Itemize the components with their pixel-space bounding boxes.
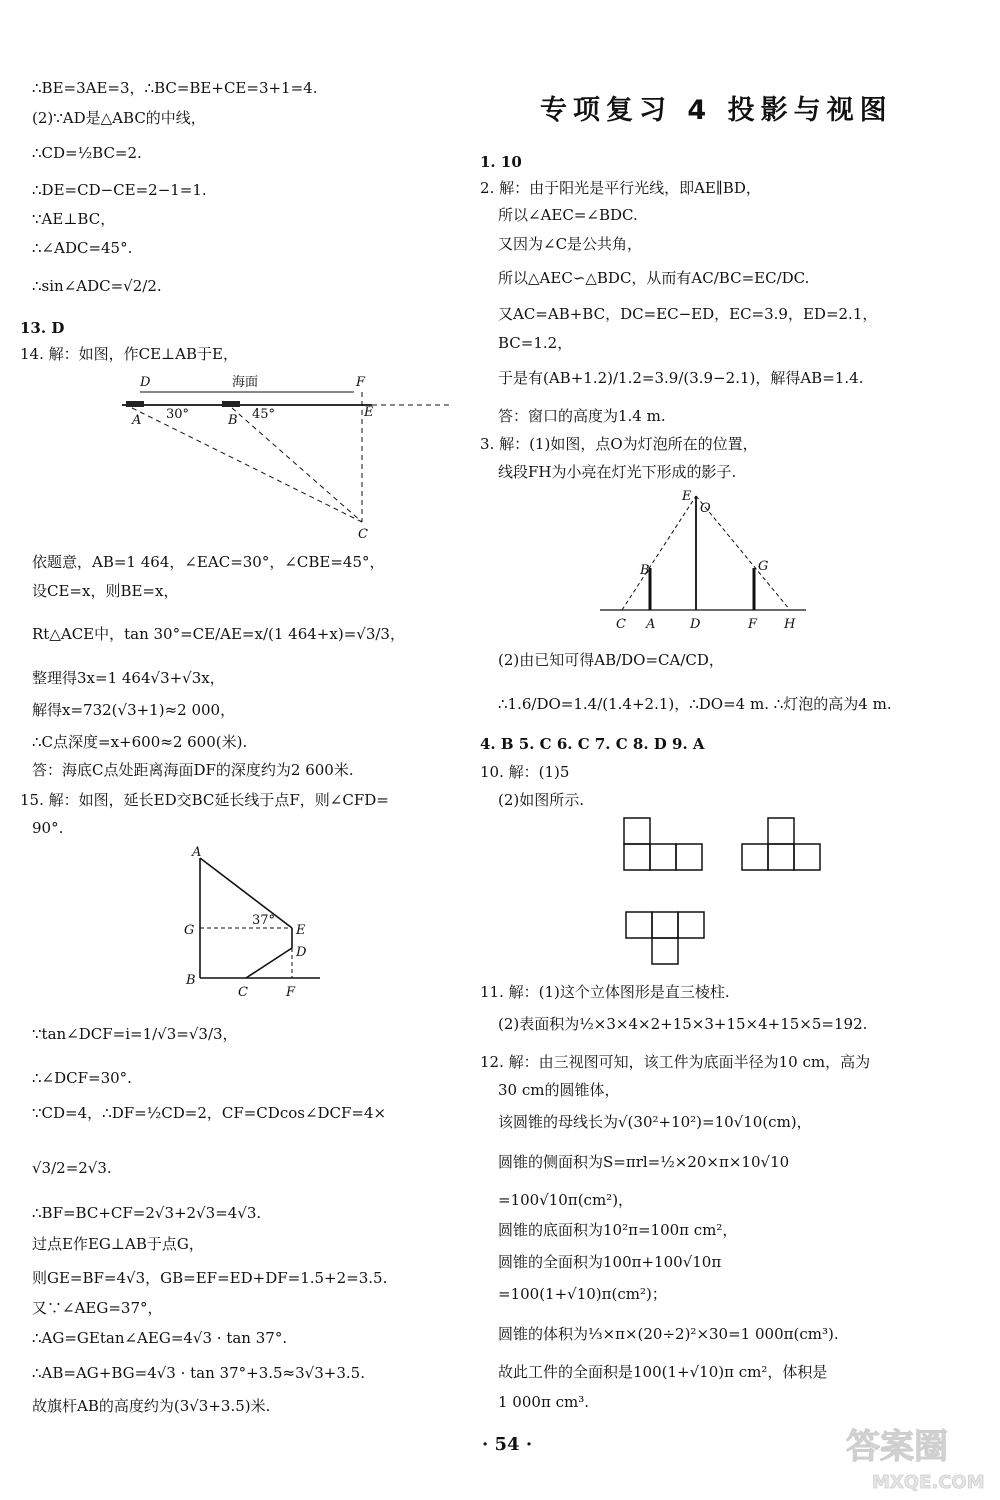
text-line: Rt△ACE中，tan 30°=CE/AE=x/(1 464+x)=√3/3， (32, 625, 405, 643)
svg-text:C: C (616, 617, 626, 632)
text-line: ∵CD=4，∴DF=½CD=2，CF=CDcos∠DCF=4× (32, 1104, 387, 1122)
text-line: ∵AE⊥BC， (32, 210, 116, 228)
svg-text:E: E (296, 923, 306, 938)
text-line: ∴CD=½BC=2. (32, 144, 142, 162)
question-15: 15. 解：如图，延长ED交BC延长线于点F，则∠CFD= (20, 791, 389, 809)
svg-text:E: E (682, 489, 692, 504)
text-line: 解得x=732(√3+1)≈2 000， (32, 701, 236, 719)
svg-text:G: G (758, 559, 769, 574)
text-line: (2)如图所示. (498, 791, 585, 809)
svg-text:B: B (640, 563, 650, 578)
text-line: 30 cm的圆锥体， (498, 1081, 620, 1099)
text-line: BC=1.2， (498, 334, 573, 352)
svg-text:D: D (296, 945, 307, 960)
svg-text:B: B (228, 413, 238, 428)
text-line: 圆锥的底面积为10²π=100π cm²， (498, 1221, 738, 1239)
text-line: ∴∠ADC=45°. (32, 239, 133, 257)
text-line: ∴BE=3AE=3，∴BC=BE+CE=3+1=4. (32, 79, 318, 97)
text-line: 过点E作EG⊥AB于点G， (32, 1235, 204, 1253)
svg-text:30°: 30° (166, 407, 190, 422)
question-14: 14. 解：如图，作CE⊥AB于E， (20, 345, 238, 363)
text-line: ∴sin∠ADC=√2/2. (32, 277, 162, 295)
text-line: =100(1+√10)π(cm²)； (498, 1285, 667, 1303)
text-line: 1 000π cm³. (498, 1393, 589, 1411)
text-line: 又AC=AB+BC，DC=EC−ED，EC=3.9，ED=2.1， (498, 305, 878, 323)
text-line: 依题意，AB=1 464，∠EAC=30°，∠CBE=45°， (32, 553, 385, 571)
svg-text:A: A (192, 845, 202, 860)
svg-text:O: O (700, 501, 711, 516)
text-line: ∴C点深度=x+600≈2 600(米). (32, 733, 248, 751)
text-line: ∴AG=GEtan∠AEG=4√3 · tan 37°. (32, 1329, 288, 1347)
text-line: 圆锥的全面积为100π+100√10π (498, 1253, 722, 1271)
text-line: 所以△AEC∽△BDC，从而有AC/BC=EC/DC. (498, 269, 810, 287)
svg-text:B: B (186, 973, 196, 988)
answers-4-9: 4. B 5. C 6. C 7. C 8. D 9. A (480, 735, 705, 753)
text-line: 故此工件的全面积是100(1+√10)π cm²，体积是 (498, 1363, 828, 1381)
figure-15-diagram (178, 842, 338, 1002)
text-line: 故旗杆AB的高度约为(3√3+3.5)米. (32, 1397, 271, 1415)
text-line: 则GE=BF=4√3，GB=EF=ED+DF=1.5+2=3.5. (32, 1269, 388, 1287)
text-line: =100√10π(cm²)， (498, 1191, 634, 1209)
svg-text:MXQE.COM: MXQE.COM (872, 1472, 985, 1493)
text-line: 圆锥的体积为⅓×π×(20÷2)²×30=1 000π(cm³). (498, 1325, 839, 1343)
text-line: ∴1.6/DO=1.4/(1.4+2.1)，∴DO=4 m. ∴灯泡的高为4 m. (498, 695, 892, 713)
svg-text:答案圈: 答案圈 (846, 1427, 948, 1467)
svg-text:A: A (646, 617, 656, 632)
text-line: 又因为∠C是公共角， (498, 235, 643, 253)
question-3: 3. 解：(1)如图，点O为灯泡所在的位置， (480, 435, 758, 453)
figure-10-views (620, 816, 820, 976)
figure-14-diagram (122, 372, 462, 542)
figure-3-diagram (600, 486, 810, 636)
text-line: √3/2=2√3. (32, 1159, 112, 1177)
svg-text:H: H (784, 617, 796, 632)
svg-text:G: G (184, 923, 195, 938)
text-line: ∴DE=CD−CE=2−1=1. (32, 181, 207, 199)
text-line: ∴AB=AG+BG=4√3 · tan 37°+3.5≈3√3+3.5. (32, 1364, 365, 1382)
answer-13: 13. D (20, 319, 65, 337)
svg-text:A: A (132, 413, 142, 428)
text-line: 90°. (32, 819, 64, 837)
text-line: ∴∠DCF=30°. (32, 1069, 132, 1087)
watermark-logo (842, 1418, 992, 1494)
text-line: ∵tan∠DCF=i=1/√3=√3/3， (32, 1025, 238, 1043)
text-line: 圆锥的侧面积为S=πrl=½×20×π×10√10 (498, 1153, 790, 1171)
svg-text:F: F (356, 375, 366, 390)
text-line: 设CE=x，则BE=x， (32, 582, 179, 600)
answer-1: 1. 10 (480, 153, 522, 171)
text-line: ∴BF=BC+CF=2√3+2√3=4√3. (32, 1204, 262, 1222)
text-line: 答：窗口的高度为1.4 m. (498, 407, 666, 425)
svg-text:45°: 45° (252, 407, 276, 422)
page-number: · 54 · (482, 1434, 533, 1455)
text-line: (2)表面积为½×3×4×2+15×3+15×4+15×5=192. (498, 1015, 868, 1033)
text-line: 又∵∠AEG=37°， (32, 1299, 163, 1317)
text-line: (2)∵AD是△ABC的中线， (32, 109, 206, 127)
fig14-sea-label: 海面 (232, 375, 259, 390)
text-line: 所以∠AEC=∠BDC. (498, 206, 638, 224)
text-line: 线段FH为小亮在灯光下形成的影子. (498, 463, 737, 481)
text-line: 于是有(AB+1.2)/1.2=3.9/(3.9−2.1)，解得AB=1.4. (498, 369, 864, 387)
svg-text:F: F (748, 617, 758, 632)
svg-text:37°: 37° (252, 913, 276, 928)
svg-text:F: F (286, 985, 296, 1000)
text-line: (2)由已知可得AB/DO=CA/CD， (498, 651, 724, 669)
section-title: 专项复习 4 投影与视图 (540, 95, 893, 126)
question-2: 2. 解：由于阳光是平行光线，即AE∥BD， (480, 179, 761, 197)
svg-text:C: C (238, 985, 248, 1000)
question-11: 11. 解：(1)这个立体图形是直三棱柱. (480, 983, 730, 1001)
svg-text:E: E (364, 405, 374, 420)
svg-text:C: C (358, 527, 368, 542)
text-line: 整理得3x=1 464√3+√3x， (32, 669, 225, 687)
svg-text:D: D (690, 617, 701, 632)
question-10: 10. 解：(1)5 (480, 763, 570, 781)
text-line: 该圆锥的母线长为√(30²+10²)=10√10(cm)， (498, 1113, 812, 1131)
question-12: 12. 解：由三视图可知，该工件为底面半径为10 cm，高为 (480, 1053, 871, 1071)
text-line: 答：海底C点处距离海面DF的深度约为2 600米. (32, 761, 354, 779)
svg-text:D: D (140, 375, 151, 390)
